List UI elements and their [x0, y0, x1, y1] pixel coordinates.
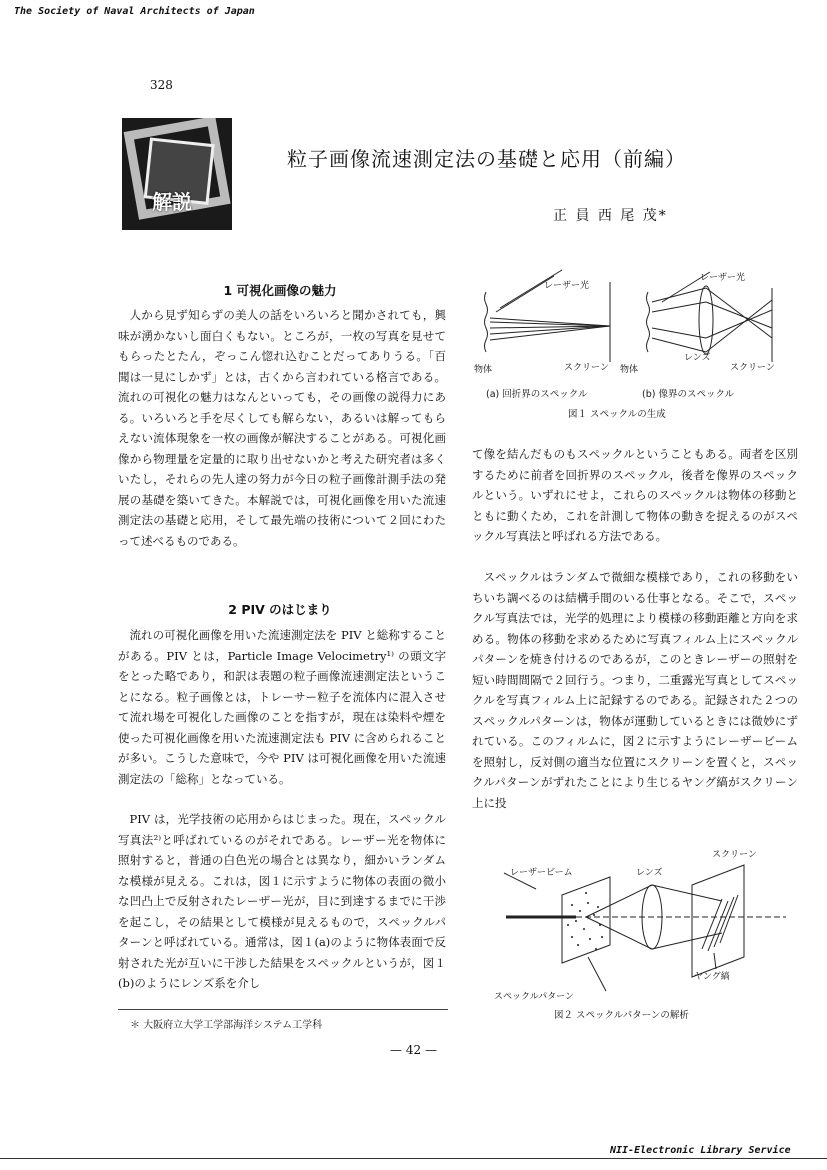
fig1-screen-label-a: スクリーン [564, 363, 609, 373]
fig1-object-label-a: 物体 [474, 365, 493, 375]
fig1-laser-label-a: レーザー光 [544, 281, 590, 291]
figure-2 [476, 845, 806, 1025]
section-2-paragraph-2: PIV は，光学技術の応用からはじまった。現在，スペックル写真法²⁾と呼ばれているのがそれである。レーザー光を物体に照射すると，普通の白色光の場合とは異なり，細かいランダムな模様が見える。これは，図１に示すように物体の表面の微小な凹凸上で反射されたレーザー光が，目に到達するまでに干渉を起こし，その結果として模様が見えるもので，スペックルパターンと呼ばれている。通常は，図１(a)のように物体表面で反射された光が互いに干渉した結果をスペックルというが，図１(b)のようにレンズ系を介し [118, 812, 446, 990]
fig1-lens-label: レンズ [684, 353, 711, 363]
journal-header: The Society of Naval Architects of Japan [14, 6, 255, 17]
figure-1 [472, 262, 802, 422]
fig1-subcaption-a: (a) 回折界のスペックル [486, 389, 588, 400]
page-number-top: 328 [150, 78, 173, 92]
section-1-text: 人から見ず知らずの美人の話をいろいろと聞かされても，興味が湧かないし面白くもない。ところが，一枚の写真を見せてもらったとたん，ぞっこん惚れ込むことだってありうる。「百聞は一見にしかず」とは，古くから言われている格言である。流れの可視化の魅力はなんといっても，その画像の説得力にある。いろいろと手を尽くしても解らない，あるいは解ってもらえない流体現象を一枚の画像が解決することがある。可視化画像から物理量を定量的に取り出せないかと考えた研究者は多くいたし，それらの先人達の努力が今日の粒子画像計測手法の発展の基礎を築いてきた。本解説では，可視化画像を用いた流速測定法の基礎と応用，そして最先端の技術について２回にわたって述べるものである。 [118, 308, 446, 548]
fig2-screen-label: スクリーン [712, 850, 757, 860]
fig1-object-label-b: 物体 [620, 365, 639, 375]
fig2-young-label: ヤング縞 [694, 972, 730, 982]
section-2-heading: 2 PIV のはじまり [228, 602, 332, 617]
article-type-badge [122, 118, 232, 230]
fig2-lens-label: レンズ [636, 868, 663, 878]
figure-1-diagram [472, 262, 802, 372]
page-number-bottom: — 42 — [390, 1043, 437, 1057]
footnote-rule [118, 1009, 448, 1010]
footer-rule [0, 1158, 827, 1159]
fig1-caption: 図１ スペックルの生成 [568, 409, 666, 420]
right-paragraph-2: スペックルはランダムで微細な模様であり，これの移動をいちいち調べるのは結構手間のいる仕事となる。そこで，スペックル写真法では，光学的処理により模様の移動距離と方向を求める。物体の移動を求めるために写真フィルム上にスペックルパターンを焼き付けるのであるが，このときレーザーの照射を短い時間間隔で２回行う。つまり，二重露光写真としてスペックルを写真フィルム上に記録するのである。記録された２つのスペックルパターンは，物体が運動しているときには微妙にずれている。このフィルムに，図２に示すようにレーザービームを照射し，反対側の適当な位置にスクリーンを置くと，スペックルパターンがずれたことにより生じるヤング縞がスクリーン上に投 [472, 570, 798, 810]
article-title: 粒子画像流速測定法の基礎と応用（前編） [287, 147, 686, 171]
section-1-heading: 1 可視化画像の魅力 [223, 283, 337, 298]
fig2-caption: 図２ スペックルパターンの解析 [554, 1010, 689, 1021]
section-2-paragraph-1: 流れの可視化画像を用いた流速測定法を PIV と総称することがある。PIV とは，Particle Image Velocimetry¹⁾ の頭文字をとった略であり，和訳は表題の粒子画像流速測定法ということになる。粒子画像とは，トレーサー粒子を流体内に混入させて流れ場を可視化した画像のことを指すが，現在は染料や煙を使った可視化画像を用いた流速測定法も PIV に含められることが多い。こうした意味で，今や PIV は可視化画像を用いた流速測定法の「総称」となっている。 [118, 628, 446, 786]
nii-footer: NII-Electronic Library Service [610, 1145, 791, 1156]
affiliation-footnote: ＊ 大阪府立大学工学部海洋システム工学科 [130, 1020, 323, 1031]
fig1-subcaption-b: (b) 像界のスペックル [642, 389, 735, 400]
author-line: 正 員 西 尾 茂* [553, 208, 668, 224]
badge-label: 解説 [152, 190, 192, 214]
fig2-speckle-label: スペックルパターン [494, 992, 574, 1002]
right-paragraph-1: て像を結んだものもスペックルということもある。両者を区別するために前者を回折界のスペックル，後者を像界のスペックルという。いずれにせよ，これらのスペックルは物体の移動とともに動くため，これを計測して物体の動きを捉えるのがスペックル写真法と呼ばれる方法である。 [472, 447, 798, 543]
fig1-screen-label-b: スクリーン [730, 363, 775, 373]
fig2-laser-beam-label: レーザービーム [510, 868, 573, 878]
fig1-laser-label-b: レーザー光 [700, 273, 746, 283]
